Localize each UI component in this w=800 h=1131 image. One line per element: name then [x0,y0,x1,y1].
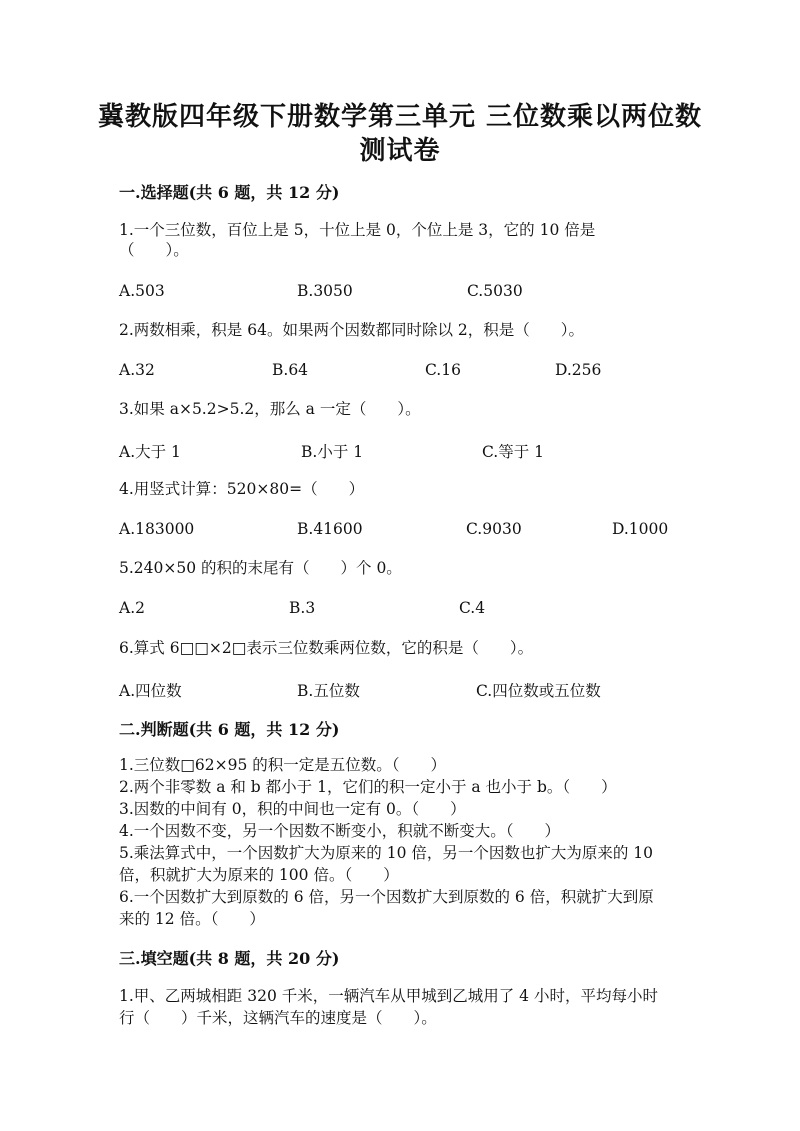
judge-line-2: 2.两个非零数 a 和 b 都小于 1，它们的积一定小于 a 也小于 b。（ ） [119,778,617,796]
question-3-option-c[interactable]: C.等于 1 [482,443,545,461]
question-5-option-c[interactable]: C.4 [459,599,486,617]
judge-line-4: 4.一个因数不变，另一个因数不断变小，积就不断变大。（ ） [119,822,561,840]
question-3-line1: 3.如果 a×5.2>5.2，那么 a 一定（ ）。 [119,400,421,418]
judge-line-6: 倍，积就扩大为原来的 100 倍。（ ） [119,866,399,884]
question-6-option-b[interactable]: B.五位数 [297,682,360,700]
judge-line-5: 5.乘法算式中，一个因数扩大为原来的 10 倍，另一个因数也扩大为原来的 10 [119,844,654,862]
judge-line-3: 3.因数的中间有 0，积的中间也一定有 0。（ ） [119,800,466,818]
question-1-line2: （ ）。 [119,241,189,259]
doc-title-line2: 测试卷 [359,136,441,166]
fill-question-1-line2: 行（ ）千米，这辆汽车的速度是（ ）。 [119,1009,437,1027]
section-heading-choice: 一.选择题(共 6 题，共 12 分) [119,183,340,202]
question-6-line1: 6.算式 6□□×2□表示三位数乘两位数，它的积是（ ）。 [119,639,534,657]
question-1-option-c[interactable]: C.5030 [467,282,523,300]
question-2-option-c[interactable]: C.16 [425,361,461,379]
question-2-line1: 2.两数相乘，积是 64。如果两个因数都同时除以 2，积是（ ）。 [119,321,584,339]
question-6-option-a[interactable]: A.四位数 [119,682,182,700]
judge-line-8: 来的 12 倍。（ ） [119,910,265,928]
question-4-option-d[interactable]: D.1000 [612,520,669,538]
question-2-option-d[interactable]: D.256 [555,361,602,379]
question-2-option-a[interactable]: A.32 [119,361,155,379]
section-heading-fill: 三.填空题(共 8 题，共 20 分) [119,949,340,968]
question-1-option-a[interactable]: A.503 [119,282,165,300]
question-5-option-b[interactable]: B.3 [289,599,316,617]
question-1-option-b[interactable]: B.3050 [297,282,353,300]
fill-question-1-line1: 1.甲、乙两城相距 320 千米，一辆汽车从甲城到乙城用了 4 小时，平均每小时 [119,987,658,1005]
question-5-option-a[interactable]: A.2 [119,599,145,617]
question-4-option-b[interactable]: B.41600 [297,520,363,538]
question-4-option-a[interactable]: A.183000 [119,520,195,538]
question-5-line1: 5.240×50 的积的末尾有（ ）个 0。 [119,559,402,577]
question-3-option-b[interactable]: B.小于 1 [301,443,364,461]
question-2-option-b[interactable]: B.64 [272,361,309,379]
judge-line-7: 6.一个因数扩大到原数的 6 倍，另一个因数扩大到原数的 6 倍，积就扩大到原 [119,888,654,906]
doc-title-line1: 冀教版四年级下册数学第三单元 三位数乘以两位数 [97,102,703,132]
question-4-option-c[interactable]: C.9030 [466,520,522,538]
question-3-option-a[interactable]: A.大于 1 [119,443,181,461]
judge-line-1: 1.三位数□62×95 的积一定是五位数。（ ） [119,756,447,774]
question-1-line1: 1.一个三位数，百位上是 5，十位上是 0，个位上是 3，它的 10 倍是 [119,221,596,239]
question-6-option-c[interactable]: C.四位数或五位数 [476,682,601,700]
section-heading-judge: 二.判断题(共 6 题，共 12 分) [119,720,340,739]
question-4-line1: 4.用竖式计算：520×80=（ ） [119,480,365,498]
